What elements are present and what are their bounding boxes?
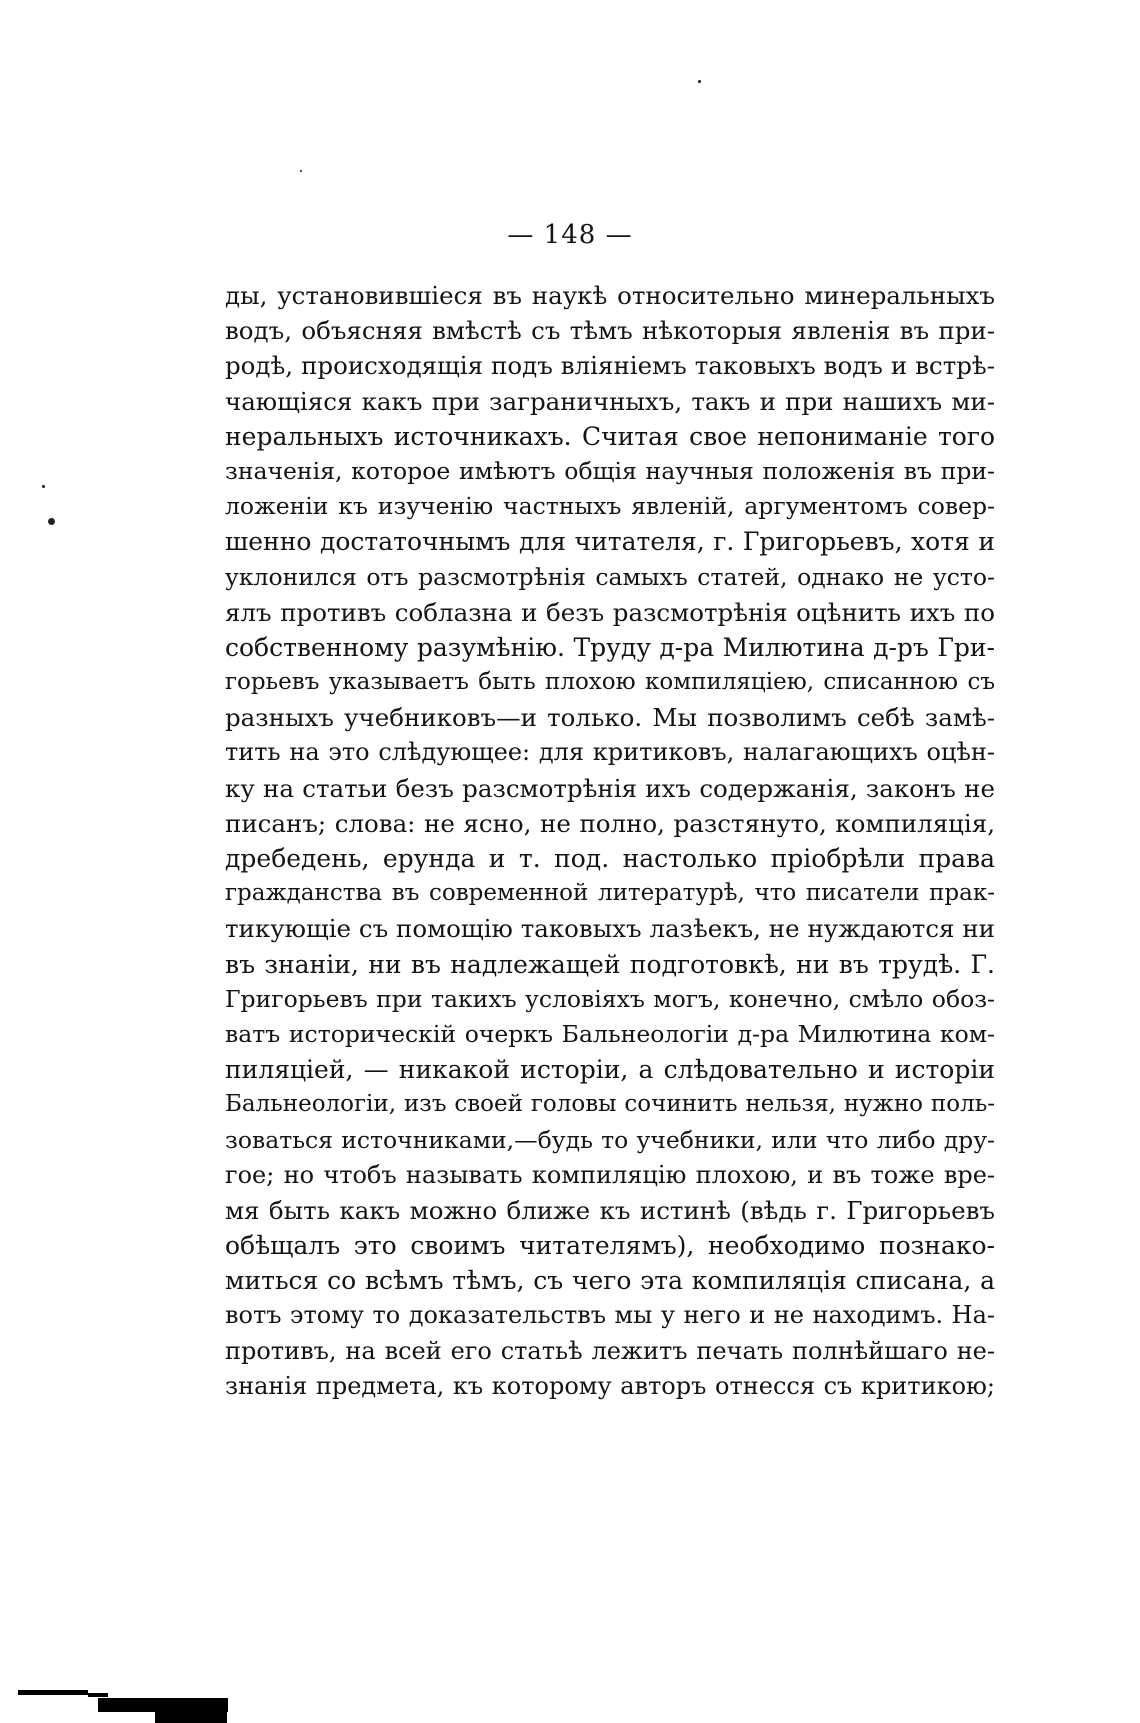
text-line: неральныхъ источникахъ. Считая свое непониманіе того [225,421,995,451]
text-line: въ знаніи, ни въ надлежащей подготовкѣ, ни въ трудѣ. Г. [225,949,995,979]
scan-speck [42,485,45,488]
text-line: зоваться источниками,—будь то учебники, или что либо дру- [225,1125,995,1154]
text-line: Григорьевъ при такихъ условіяхъ могъ, конечно, смѣло обоз- [225,984,995,1013]
text-line: ялъ противъ соблазна и безъ разсмотрѣнія оцѣнить ихъ по [225,597,995,627]
text-line: тикующіе съ помощію таковыхъ лазѣекъ, не нуждаются ни [225,914,995,944]
scan-artifact [155,1705,227,1723]
text-line: ку на статьи безъ разсмотрѣнія ихъ содержанія, законъ не [225,773,995,803]
text-line: шенно достаточнымъ для читателя, г. Григорьевъ, хотя и [225,527,995,557]
text-line: горьевъ указываетъ быть плохою компиляціею, списанною съ [225,669,995,696]
text-line: чающіяся какъ при заграничныхъ, такъ и при нашихъ ми- [225,386,995,416]
text-line: Бальнеологіи, изъ своей головы сочинить нельзя, нужно поль- [225,1091,995,1118]
text-line: гое; но чтобъ называть компиляцію плохою, и въ тоже вре- [225,1160,995,1189]
text-line: знанія предмета, къ которому авторъ отнесся съ критикою; [225,1371,995,1400]
scan-speck [48,518,55,525]
text-line: писанъ; слова: не ясно, не полно, разстянуто, компиляція, [225,808,995,838]
text-line: мя быть какъ можно ближе къ истинѣ (вѣдь г. Григорьевъ [225,1195,995,1225]
text-line: дребедень, ерунда и т. под. настолько пріобрѣли права [225,844,995,873]
scan-artifact [88,1693,108,1697]
scan-artifact [18,1690,88,1695]
text-line: уклонился отъ разсмотрѣнія самыхъ статей, однако не усто- [225,562,995,591]
body-text [225,278,995,1404]
text-line: ватъ историческій очеркъ Бальнеологіи д-ра Милютина ком- [225,1019,995,1048]
scan-speck [698,80,701,83]
text-line: ды, установившіеся въ наукѣ относительно минеральныхъ [225,281,995,310]
text-line: обѣщалъ это своимъ читателямъ), необходимо познако- [225,1231,995,1261]
text-line: собственному разумѣнію. Труду д-ра Милютина д-ръ Гри- [225,632,995,662]
text-line: ложеніи къ изученію частныхъ явленій, аргументомъ совер- [225,492,995,521]
text-line: водъ, объясняя вмѣстѣ съ тѣмъ нѣкоторыя явленія въ при- [225,316,995,346]
text-line: родѣ, происходящія подъ вліяніемъ таковыхъ водъ и встрѣ- [225,351,995,381]
scan-speck [300,170,302,172]
text-line: разныхъ учебниковъ—и только. Мы позволимъ себѣ замѣ- [225,703,995,733]
text-line: тить на это слѣдующее: для критиковъ, налагающихъ оцѣн- [225,738,995,767]
text-line: вотъ этому то доказательствъ мы у него и не находимъ. На- [225,1301,995,1330]
text-line: пиляціей, — никакой исторіи, а слѣдовательно и исторіи [225,1055,995,1085]
text-line: противъ, на всей его статьѣ лежитъ печать полнѣйшаго не- [225,1336,995,1365]
text-line: значенія, которое имѣютъ общія научныя положенія въ при- [225,456,995,485]
text-line: миться со всѣмъ тѣмъ, съ чего эта компиляція списана, а [225,1266,995,1296]
page-number: — 148 — [507,220,633,250]
text-line: гражданства въ современной литературѣ, что писатели прак- [225,880,995,907]
